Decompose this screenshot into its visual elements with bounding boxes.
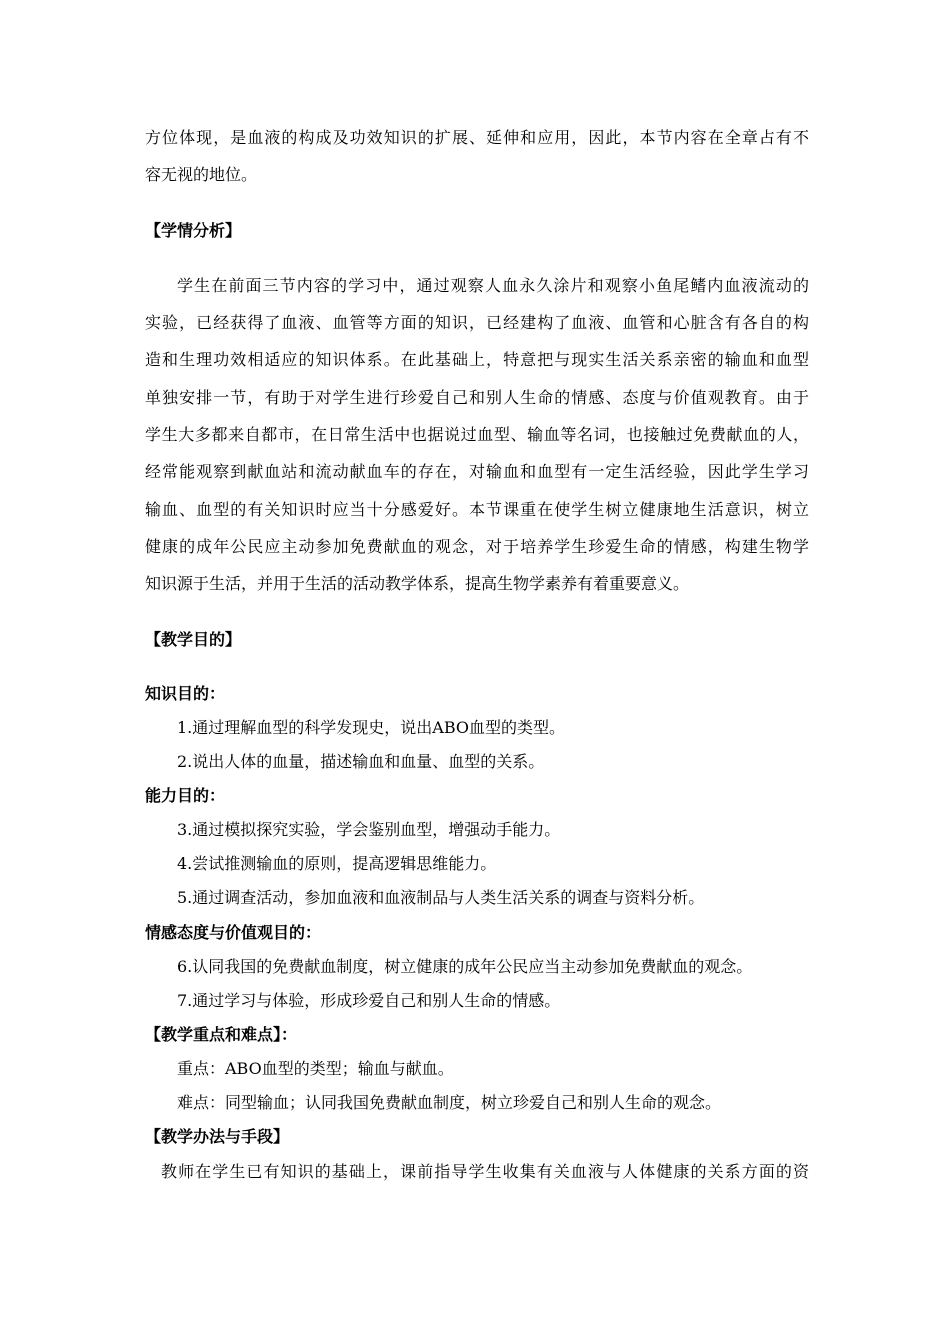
student-analysis-line-4: 单独安排一节，有助于对学生进行珍爱自己和别人生命的情感、态度与价值观教育。由于 [145,388,809,407]
objective-item-6: 6.认同我国的免费献血制度，树立健康的成年公民应当主动参加免费献血的观念。 [177,957,753,976]
objective-item-3: 3.通过模拟探究实验，学会鉴别血型，增强动手能力。 [177,820,561,839]
objectives-heading: 【教学目的】 [145,630,242,649]
student-analysis-line-2: 实验，已经获得了血液、血管等方面的知识，已经建构了血液、血管和心脏含有各自的构 [145,313,809,332]
key-points-heading: 【教学重点和难点】： [145,1025,298,1044]
key-point-item-2: 难点：同型输血；认同我国免费献血制度，树立珍爱自己和别人生命的观念。 [177,1093,722,1112]
emotion-objectives-title: 情感态度与价值观目的： [145,923,322,942]
key-point-item-1: 重点：ABO血型的类型；输血与献血。 [177,1059,454,1078]
student-analysis-line-7: 输血、血型的有关知识时应当十分感爱好。本节课重在使学生树立健康地生活意识，树立 [145,500,809,519]
student-analysis-line-9: 知识源于生活，并用于生活的活动教学体系，提高生物学素养有着重要意义。 [145,574,690,593]
objective-item-4: 4.尝试推测输血的原则，提高逻辑思维能力。 [177,854,497,873]
student-analysis-line-6: 经常能观察到献血站和流动献血车的存在，对输血和血型有一定生活经验，因此学生学习 [145,462,809,481]
student-analysis-line-5: 学生大多都来自都市，在日常生活中也据说过血型、输血等名词，也接触过免费献血的人， [145,425,809,444]
methods-line-1: 教师在学生已有知识的基础上，课前指导学生收集有关血液与人体健康的关系方面的资 [161,1162,809,1181]
objective-item-2: 2.说出人体的血量，描述输血和血量、血型的关系。 [177,752,545,771]
intro-line-1: 方位体现，是血液的构成及功效知识的扩展、延伸和应用，因此，本节内容在全章占有不 [145,128,809,147]
ability-objectives-title: 能力目的： [145,786,226,805]
student-analysis-heading: 【学情分析】 [145,221,242,240]
objective-item-1: 1.通过理解血型的科学发现史，说出ABO血型的类型。 [177,718,565,737]
student-analysis-line-3: 造和生理功效相适应的知识体系。在此基础上，特意把与现实生活关系亲密的输血和血型 [145,350,809,369]
knowledge-objectives-title: 知识目的： [145,684,226,703]
intro-line-2: 容无视的地位。 [145,165,258,184]
student-analysis-line-8: 健康的成年公民应主动参加免费献血的观念，对于培养学生珍爱生命的情感，构建生物学 [145,537,809,556]
objective-item-5: 5.通过调查活动，参加血液和血液制品与人类生活关系的调查与资料分析。 [177,888,705,907]
methods-heading: 【教学办法与手段】 [145,1127,290,1146]
objective-item-7: 7.通过学习与体验，形成珍爱自己和别人生命的情感。 [177,991,561,1010]
student-analysis-line-1: 学生在前面三节内容的学习中，通过观察人血永久涂片和观察小鱼尾鳍内血液流动的 [177,276,809,295]
